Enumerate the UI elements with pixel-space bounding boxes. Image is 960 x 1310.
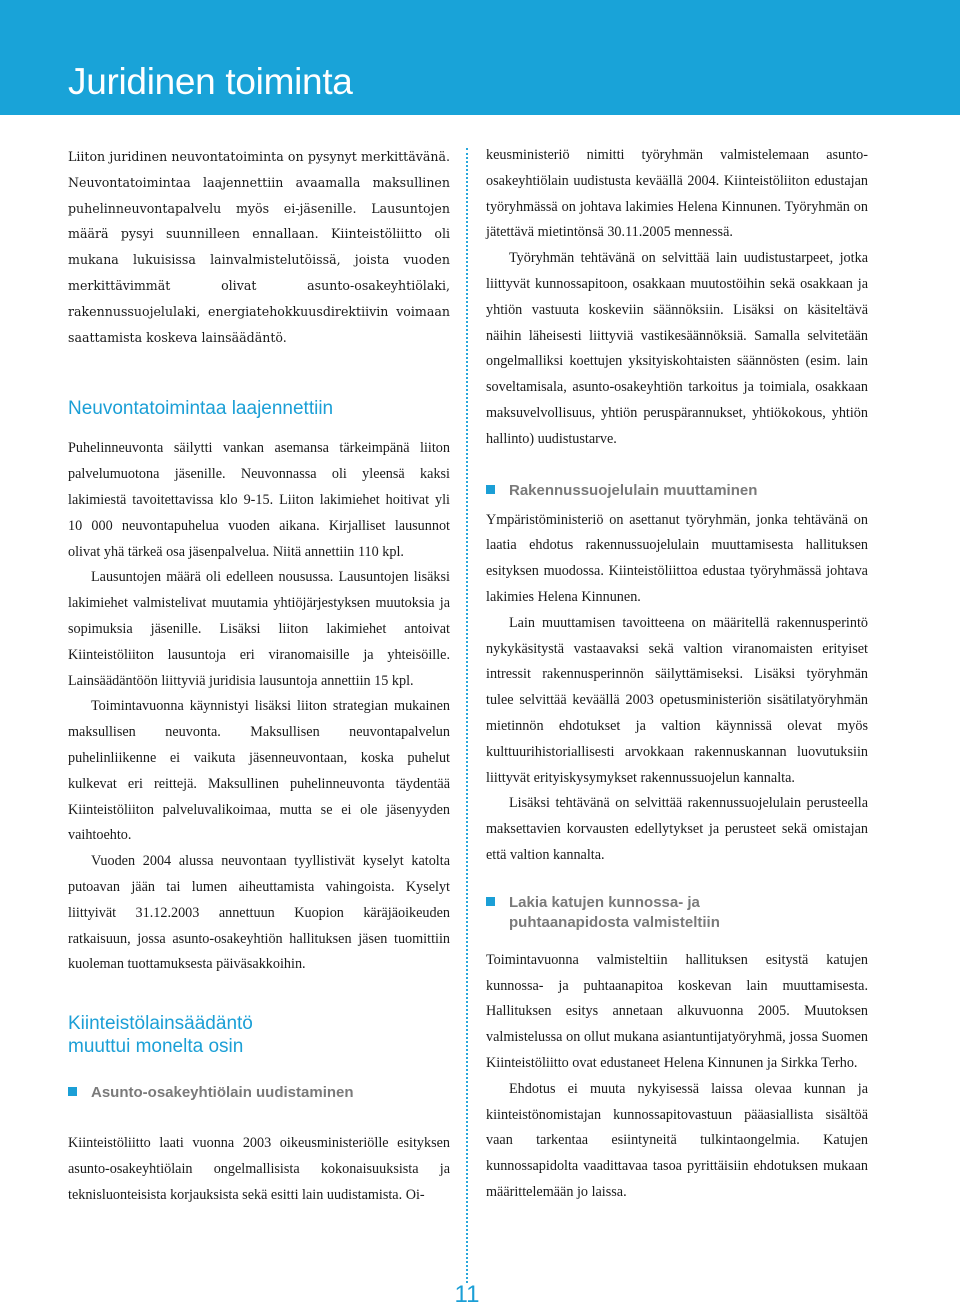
section-heading-kiinteistolainsaadanto — [68, 1012, 450, 1058]
subsection-label: Asunto-osakeyhtiölain uudistaminen — [91, 1084, 354, 1102]
page-title: Juridinen toiminta — [68, 61, 353, 102]
square-bullet-icon — [68, 1087, 77, 1096]
square-bullet-icon — [486, 897, 495, 906]
title-banner — [0, 0, 960, 115]
paragraph: Lisäksi tehtävänä on selvittää rakennussuojelulain perusteella maksettavien korvausten edellytykset ja perusteet sekä omistajan että valtion kannalta. — [486, 795, 868, 863]
subsection-heading-rakennussuojelulaki — [486, 481, 868, 501]
paragraph: Ympäristöministeriö on asettanut työryhmän, jonka tehtävänä on laatia ehdotus rakennussuojelulain muuttamisesta hallituksen esityksen muodossa. Kiinteistöliittoa edustaa työryhmässä johtava lakimies Helena Kinnunen. — [486, 511, 868, 605]
subsection-label: puhtaanapidosta valmisteltiin — [509, 913, 720, 931]
paragraph: Kiinteistöliitto laati vuonna 2003 oikeusministeriölle esityksen asunto-osakeyhtiölain ongelmallisista kokonaisuuksista ja teknisluonteisista korjauksista sekä esitti lain uudistamista. Oi- — [68, 1135, 450, 1203]
paragraph: Vuoden 2004 alussa neuvontaan tyyllistivät kyselyt katolta putoavan jään tai lumen aiheuttamista vahingoista. Kyselyt liittyivät 31.12.2003 annettuun Kuopion käräjäoikeuden ratkaisuun, jossa asunto-osakeyhtiön hallituksen jäsen tuomittiin kuoleman tuottamuksesta päiväsakkoihin. — [68, 853, 450, 973]
paragraph: Puhelinneuvonta säilytti vankan asemansa tärkeimpänä liiton palvelumuotona jäsenille. Neuvonnassa oli yleensä kaksi lakimiestä tavoitettavissa klo 9-15. Liiton lakimiehet hoitivat yli 10 000 neuvontapuhelua vuoden aikana. Kirjalliset lausunnot olivat yhä tärkeä osa jäsenpalvelua. Niitä annettiin 110 kpl. — [68, 440, 450, 560]
subsection-label: Lakia katujen kunnossa- ja — [509, 893, 700, 911]
subsection-label: Rakennussuojelulain muuttaminen — [509, 481, 758, 499]
heading-line: Kiinteistölainsäädäntö — [68, 1013, 253, 1035]
heading-line: muuttui monelta osin — [68, 1036, 244, 1058]
paragraph: keusministeriö nimitti työryhmän valmistelemaan asunto-osakeyhtiölain uudistusta keväällä 2004. Kiinteistöliiton edustajan työryhmässä on johtava lakimies Helena Kinnunen. Työryhmän on jätettävä mietintönsä 30.11.2005 mennessä. — [486, 147, 868, 241]
paragraph: Toimintavuonna valmisteltiin hallituksen esitystä katujen kunnossa- ja puhtaanapitoa koskevan lain muuttamisesta. Hallituksen esitys annetaan alkuvuonna 2005. Muutoksen valmistelussa on ollut mukana asiantuntijatyöryhmä, jossa Suomen Kiinteistöliitto ovat edustaneet Helena Kinnunen ja Sirkka Terho. — [486, 951, 868, 1071]
column-divider — [466, 148, 468, 1283]
lead-paragraph: Liiton juridinen neuvontatoiminta on pysynyt merkittävänä. Neuvontatoimintaa laajennettiin avaamalla maksullinen puhelinneuvontapalvelu myös ei-jäsenille. Lausuntojen määrä pysyi suunnilleen ennallaan. Kiinteistöliitto oli mukana lukuisissa lainvalmistelutöissä, joista vuoden merkittävimmät olivat asunto-osakeyhtiölaki, rakennussuojelulaki, energiatehokkuusdirektiivin voimaan saattamista koskeva lainsäädäntö. — [68, 149, 450, 345]
subsection-heading-asunto-osakeyhtiolaki — [68, 1083, 450, 1103]
paragraph: Lausuntojen määrä oli edelleen nousussa. Lausuntojen lisäksi lakimiehet valmistelivat muutamia yhtiöjärjestyksen muutoksia ja sopimuksia jäsenille. Lisäksi liiton lakimiehet antoivat Kiinteistöliiton lausuntoja eri viranomaisille ja yhteisöille. Lainsäädäntöön liittyviä juridisia lausuntoja annettiin 15 kpl. — [68, 569, 450, 689]
paragraph: Lain muuttamisen tavoitteena on määritellä rakennusperintö nykykäsitystä vastaavaksi sekä valtion viranomaisten erityiset intressit rakennusperinnön säilyttämiseksi. Lisäksi työryhmän tulee selvittää keväällä 2003 opetusministeriön sisätilatyöryhmän mietinnön ehdotukset ja valtion käynnissä olevat myös kulttuurihistoriallisesti arvokkaan rakennuskannan luovutuksiin liittyvät erityiskysymykset rakennussuojelun kannalta. — [486, 614, 868, 786]
section-heading-neuvonta: Neuvontatoimintaa laajennettiin — [68, 398, 334, 420]
page-number: 11 — [454, 1281, 480, 1308]
paragraph: Ehdotus ei muuta nykyisessä laissa olevaa kunnan ja kiinteistönomistajan kunnossapitovastuun pääasiallista sisältöä vaan tarkentaa esiintyneitä tulkintaongelmia. Katujen kunnossapidolta vaadittavaa tasoa pyrittäisiin ehdotuksen mukaan määrittelemään jo laissa. — [486, 1080, 868, 1200]
right-column — [486, 143, 868, 1206]
left-column — [68, 144, 450, 1209]
subsection-heading-katujen-kunnossapito — [486, 893, 868, 933]
square-bullet-icon — [486, 485, 495, 494]
paragraph: Työryhmän tehtävänä on selvittää lain uudistustarpeet, jotka liittyvät kunnossapitoon, osakkaan muutostöihin sekä osakkaan ja yhtiön vastuuta koskeviin säännöksiin. Lisäksi on käsiteltävä näihin läheisesti liittyviä vastikesäännöksiä. Samalla selvitetään ongelmalliksi koettujen yksityiskohtaisten säännösten (esim. lain soveltamisala, asunto-osakeyhtiön tarkoitus ja toimiala, osakkaan maksuvelvollisuus, yhtiön peruspärannukset, yhtiökokous, yhtiön hallinto) uudistustarve. — [486, 250, 868, 447]
paragraph: Toimintavuonna käynnistyi lisäksi liiton strategian mukainen maksullisen neuvonta. Maksullisen neuvontapalvelun puhelinliikenne ei vaikuta jäsenneuvontaan, koska puhelut kulkevat eri reittejä. Maksullinen puhelinneuvonta täydentää Kiinteistöliiton palveluvalikoimaa, mutta se ei ole jäsenyyden vaihtoehto. — [68, 698, 450, 844]
